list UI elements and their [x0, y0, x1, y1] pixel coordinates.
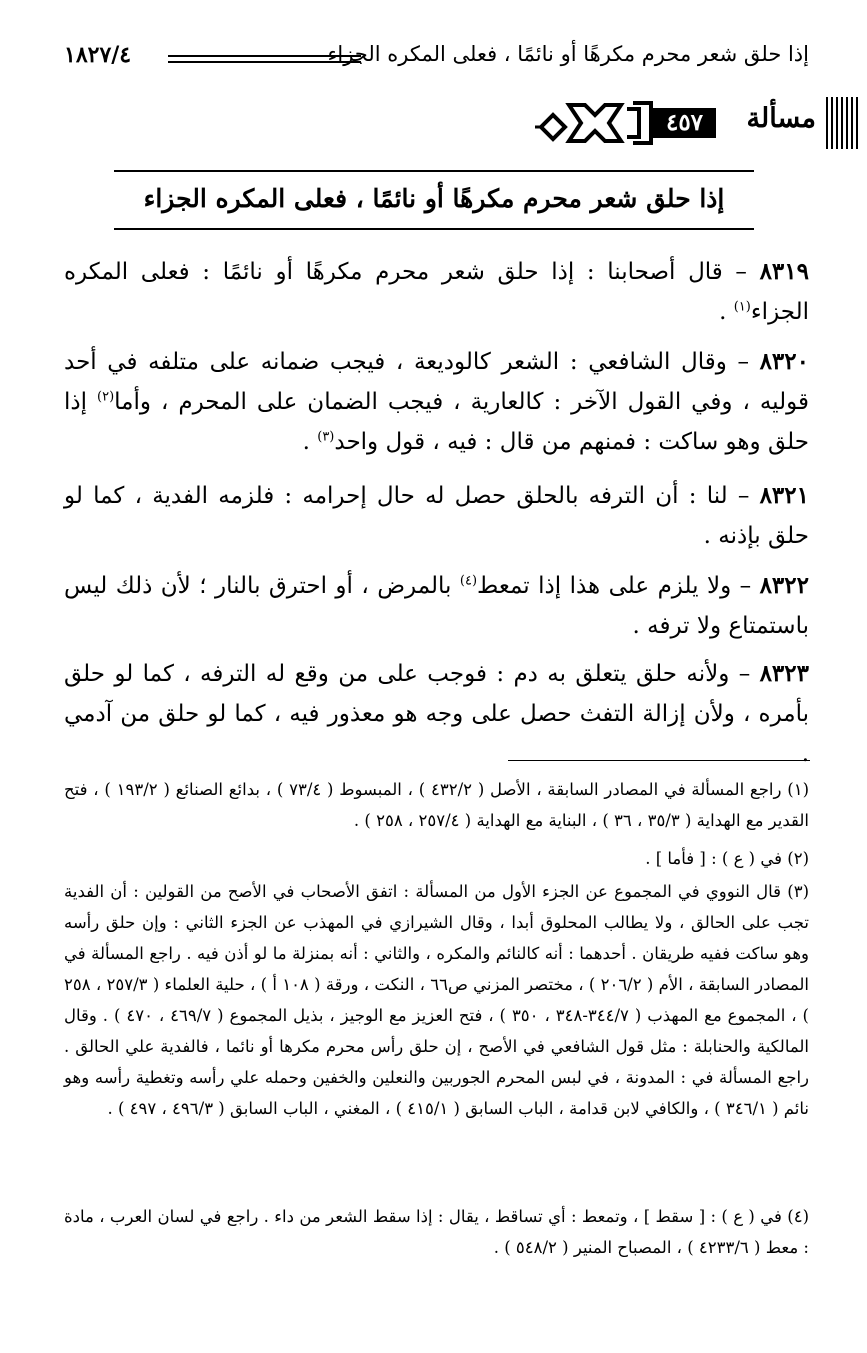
- paragraph-number: ٨٣٢١: [759, 482, 809, 509]
- arabesque-ornament-icon: [535, 97, 655, 149]
- footnote-2: (٢) في ( ع ) : [ فأما ] .: [645, 849, 809, 868]
- barcode-ornament-icon: [826, 97, 860, 149]
- question-number: ٤٥٧: [653, 108, 716, 138]
- paragraph-8320: ٨٣٢٠ – وقال الشافعي : الشعر كالوديعة ، فيجب ضمانه على متلفه في أحد قوليه ، وفي القول الآخر : كالعارية ، فيجب الضمان على المحرم ، وأما$^{(٢)}$ إذا حلق وهو ساكت : فمنهم من قال : فيه ، قول واحد$^{(٣)}$ .: [64, 348, 809, 455]
- footnote-1: (١) راجع المسألة في المصادر السابقة ، الأصل ( ٤٣٢/٢ ) ، المبسوط ( ٧٣/٤ ) ، بدائع الصنائع ( ١٩٣/٢ ) ، فتح القدير مع الهداية ( ٣٥/٣ ، ٣٦ ) ، البناية مع الهداية ( ٢٥٧/٤ ، ٢٥٨ ) .: [64, 780, 810, 830]
- paragraph-number: ٨٣٢٣: [759, 660, 809, 687]
- paragraph-number: ٨٣٢٠: [759, 348, 809, 375]
- footnote-4: (٤) في ( ع ) : [ سقط ] ، وتمعط : أي تساقط ، يقال : إذا سقط الشعر من داء . راجع في لسان العرب ، مادة : معط ( ٤٢٣٣/٦ ) ، المصباح المنير ( ٥٤٨/٢ ) .: [64, 1207, 809, 1257]
- running-header: [64, 40, 809, 80]
- footnote-ref[interactable]: (٤): [459, 573, 478, 589]
- paragraph-number: ٨٣٢٢: [759, 572, 809, 599]
- footnote-ref[interactable]: (١): [733, 299, 751, 315]
- chapter-title: إذا حلق شعر محرم مكرهًا أو نائمًا ، فعلى المكره الجزاء: [114, 170, 754, 230]
- paragraph-number: ٨٣١٩: [759, 258, 809, 285]
- footnote-ref[interactable]: (٣): [317, 429, 335, 445]
- paragraph-8322: ٨٣٢٢ – ولا يلزم على هذا إذا تمعط$^{(٤)}$ بالمرض ، أو احترق بالنار ؛ لأن ذلك ليس باستمتاع ولا ترفه .: [64, 572, 809, 639]
- footnote-separator: [508, 760, 810, 761]
- page-reference: ١٨٢٧/٤: [64, 42, 132, 68]
- question-label: مسألة: [746, 103, 816, 134]
- header-double-rule: [168, 55, 361, 63]
- running-header-title: إذا حلق شعر محرم مكرهًا أو نائمًا ، فعلى المكره الجزاء: [327, 42, 809, 66]
- paragraph-8321: ٨٣٢١ – لنا : أن الترفه بالحلق حصل له حال إحرامه : فلزمه الفدية ، كما لو حلق بإذنه .: [64, 482, 809, 549]
- paragraph-8319: ٨٣١٩ – قال أصحابنا : إذا حلق شعر محرم مكرهًا أو نائمًا : فعلى المكره الجزاء$^{(١)}$ .: [64, 258, 809, 325]
- paragraph-8323: ٨٣٢٣ – ولأنه حلق يتعلق به دم : فوجب على من وقع له الترفه ، كما لو حلق بأمره ، ولأن إزالة التفث حصل على وجه هو معذور فيه ، كما لو حلق من آدمي .: [64, 660, 809, 767]
- question-banner: [535, 97, 860, 149]
- footnote-ref[interactable]: (٢): [97, 389, 115, 405]
- footnote-3: (٣) قال النووي في المجموع عن الجزء الأول من المسألة : اتفق الأصحاب في الأصح من القولين : أن الفدية تجب على الحالق ، ولا يطالب المحلوق أبدا ، وقال الشيرازي في المهذب عن الجزء الثاني : وإن حلق رأسه وهو ساكت ففيه طريقان . أحدهما : أنه كالنائم والمكره ، والثاني : أنه بمنزلة ما لو أذن فيه . راجع المسألة في المصادر السابقة ، الأم ( ٢٠٦/٢ ) ، مختصر المزني ص٦٦ ، النكت ، ورقة ( ١٠٨ أ ) ، حلية العلماء ( ٢٥٧/٣ ، ٢٥٨ ) ، المجموع مع المهذب ( ٣٤٤/٧-٣٤٨ ، ٣٥٠ ) ، فتح العزيز مع الوجيز ، بذيل المجموع ( ٤٦٩/٧ ، ٤٧٠ ) . وقال المالكية والحنابلة : مثل قول الشافعي في الأصح ، إن حلق رأس محرم مكرها أو نائما ، فالفدية علي الحالق . راجع المسألة في : المدونة ، في لبس المحرم الجوربين والنعلين والخفين وحمله علي رأسه وتغطية رأسه وهو نائم ( ٣٤٦/١ ) ، والكافي لابن قدامة ، الباب السابق ( ٤١٥/١ ) ، المغني ، الباب السابق ( ٤٩٦/٣ ، ٤٩٧ ) .: [64, 882, 809, 1118]
